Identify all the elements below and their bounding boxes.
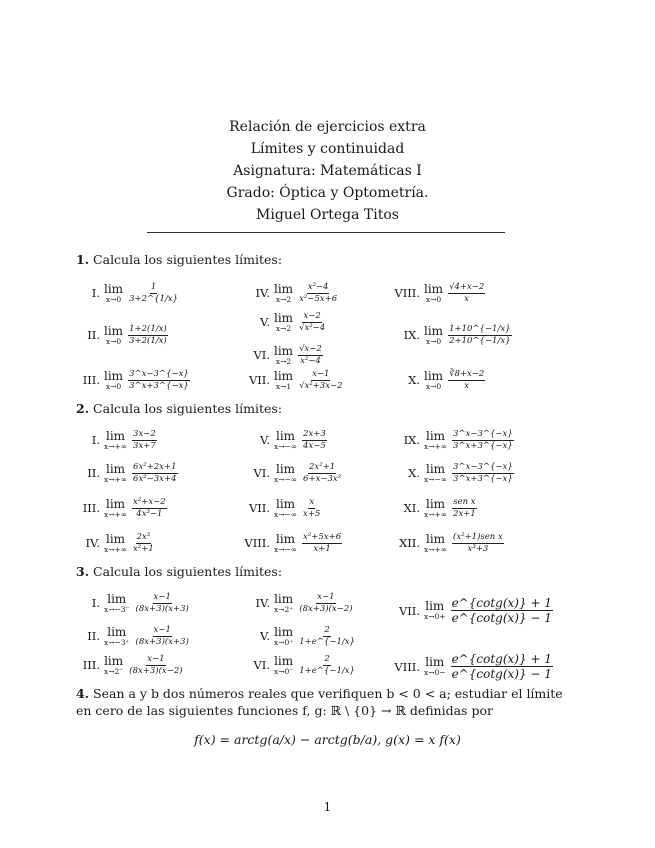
limit-s1-iii	[70, 370, 190, 391]
section-text: Calcula los siguientes límites:	[93, 252, 283, 267]
denominator: 3^x+3^{−x}	[129, 380, 189, 391]
fraction	[452, 463, 514, 483]
numerator: √4+x−2	[449, 282, 485, 293]
fraction	[302, 533, 342, 553]
limit-subscript: x→0⁺	[274, 638, 294, 647]
limit-s1-i	[70, 283, 179, 304]
numerator: 1+10^{−1/x}	[449, 324, 511, 335]
fraction	[298, 655, 356, 675]
limit-s1-viii	[390, 283, 485, 304]
limit-subscript: x→0	[105, 337, 122, 346]
denominator: 3+2^{1/x}	[129, 293, 179, 304]
numerator: x−1	[153, 592, 171, 603]
numerator: √x−2	[299, 344, 322, 355]
limit-s2-i	[70, 430, 157, 451]
limit-subscript: x→−∞	[274, 510, 298, 519]
item-numeral: XII.	[399, 536, 420, 551]
limit-operator	[104, 430, 127, 451]
numerator: 2	[324, 654, 330, 665]
denominator: 3+2(1/x)	[129, 335, 167, 346]
lim-word: lim	[107, 592, 127, 606]
denominator: x²+1	[133, 543, 154, 554]
item-numeral: V.	[260, 629, 270, 644]
limit-subscript: x→−∞	[274, 442, 298, 451]
lim-word: lim	[105, 462, 126, 476]
limit-subscript: x→+∞	[104, 475, 128, 484]
fraction	[135, 593, 190, 613]
fraction	[302, 430, 327, 450]
limit-subscript: x→0	[425, 295, 442, 304]
denominator: e^{cotg(x)} − 1	[451, 667, 552, 681]
limit-operator	[104, 655, 123, 676]
denominator: x³+3	[467, 543, 489, 554]
header-subject: Asignatura: Matemáticas I	[233, 163, 422, 179]
limit-operator	[274, 498, 297, 519]
denominator: (8x+3)(x+3)	[135, 636, 189, 647]
limit-operator	[274, 312, 293, 333]
limit-subscript: x→−3⁺	[104, 638, 130, 647]
numerator: 3^x−3^{−x}	[129, 369, 189, 380]
section-text: Sean a y b dos números reales que verifiquen b < 0 < a; estudiar el límite en cero de las siguientes funciones f, g: ℝ \ {0} → ℝ definidas por	[76, 686, 563, 718]
limit-operator	[424, 498, 447, 519]
numerator: x−1	[317, 592, 335, 603]
limit-s2-xi	[390, 498, 477, 519]
item-numeral: V.	[260, 433, 270, 448]
limit-operator	[424, 463, 447, 484]
limit-operator	[274, 533, 297, 554]
numerator: 3^x−3^{−x}	[453, 462, 513, 473]
limit-s3-i	[70, 593, 190, 614]
lim-word: lim	[275, 497, 296, 511]
header-rule	[147, 232, 505, 233]
item-numeral: VII.	[248, 373, 270, 388]
numerator: sen x	[453, 497, 476, 508]
item-numeral: II.	[87, 466, 100, 481]
header-title: Relación de ejercicios extra	[229, 119, 426, 135]
limit-subscript: x→+∞	[104, 442, 128, 451]
item-numeral: II.	[87, 629, 100, 644]
lim-word: lim	[274, 369, 294, 383]
limit-s3-iv	[240, 593, 354, 614]
limit-s3-ii	[70, 626, 190, 647]
numerator: 2x+3	[303, 429, 326, 440]
section-number: 3.	[76, 564, 90, 579]
lim-word: lim	[274, 311, 294, 325]
section-number: 2.	[76, 401, 90, 416]
lim-word: lim	[104, 369, 124, 383]
lim-word: lim	[425, 429, 446, 443]
lim-word: lim	[105, 497, 126, 511]
limit-s1-iv	[240, 283, 338, 304]
lim-word: lim	[425, 532, 446, 546]
section-text: Calcula los siguientes límites:	[93, 564, 283, 579]
limit-subscript: x→+∞	[424, 545, 448, 554]
denominator: 4x³−1	[136, 508, 163, 519]
limit-subscript: x→0	[105, 295, 122, 304]
item-numeral: IX.	[403, 433, 420, 448]
limit-subscript: x→2⁻	[104, 667, 124, 676]
limit-operator	[424, 600, 446, 621]
fraction	[451, 653, 553, 680]
item-numeral: VII.	[398, 603, 420, 618]
denominator: x	[464, 380, 470, 391]
fraction	[128, 283, 179, 303]
limit-subscript: x→+∞	[104, 510, 128, 519]
limit-subscript: x→0	[425, 337, 442, 346]
limit-s2-v	[240, 430, 327, 451]
limit-operator	[104, 626, 130, 647]
limit-operator	[424, 370, 443, 391]
denominator: 2x+1	[453, 508, 476, 519]
denominator: 3^x+3^{−x}	[453, 440, 513, 451]
lim-word: lim	[425, 655, 445, 670]
lim-word: lim	[424, 324, 444, 338]
limit-subscript: x→2	[275, 357, 292, 366]
item-numeral: V.	[260, 315, 270, 330]
limit-operator	[274, 593, 293, 614]
lim-word: lim	[275, 532, 296, 546]
denominator: 3x+7	[133, 440, 156, 451]
numerator: 2	[324, 625, 330, 636]
limit-operator	[274, 463, 297, 484]
item-numeral: I.	[91, 433, 100, 448]
numerator: 3x−2	[133, 429, 156, 440]
item-numeral: VIII.	[394, 286, 420, 301]
lim-word: lim	[275, 462, 296, 476]
denominator: e^{cotg(x)} − 1	[451, 611, 552, 625]
fraction	[298, 626, 356, 646]
limit-subscript: x→1	[275, 382, 292, 391]
limit-operator	[104, 325, 123, 346]
fraction	[302, 498, 321, 518]
limit-s2-viii	[240, 533, 342, 554]
denominator: 1+e^{−1/x}	[299, 665, 355, 676]
item-numeral: II.	[87, 328, 100, 343]
item-numeral: IV.	[255, 286, 270, 301]
denominator: 1+e^{−1/x}	[299, 636, 355, 647]
numerator: 2x³	[136, 532, 151, 543]
limit-operator	[104, 498, 127, 519]
lim-word: lim	[274, 625, 294, 639]
denominator: x²−4	[300, 355, 321, 366]
limit-s2-iii	[70, 498, 167, 519]
denominator: 3^x+3^{−x}	[453, 473, 513, 484]
lim-word: lim	[105, 532, 126, 546]
limit-operator	[274, 345, 293, 366]
denominator: 4x−5	[303, 440, 326, 451]
lim-word: lim	[425, 599, 445, 614]
denominator: x+5	[303, 508, 321, 519]
item-numeral: III.	[82, 373, 100, 388]
page-number: 1	[323, 800, 332, 814]
fraction	[452, 430, 514, 450]
lim-word: lim	[105, 429, 126, 443]
limit-subscript: x→0	[425, 382, 442, 391]
limit-s2-ii	[70, 463, 178, 484]
denominator: (8x+3)(x−2)	[129, 665, 183, 676]
limit-operator	[274, 626, 293, 647]
limit-subscript: x→0−	[424, 668, 446, 678]
numerator: 1+2(1/x)	[129, 324, 167, 335]
numerator: 1	[150, 282, 157, 293]
numerator: 6x²+2x+1	[133, 462, 177, 473]
fraction	[132, 498, 167, 518]
item-numeral: VIII.	[244, 536, 270, 551]
limit-subscript: x→−∞	[274, 545, 298, 554]
limit-subscript: x→+∞	[424, 510, 448, 519]
numerator: e^{cotg(x)} + 1	[451, 596, 552, 610]
limit-subscript: x→+∞	[104, 545, 128, 554]
limit-subscript: x→−∞	[274, 475, 298, 484]
denominator: x+1	[313, 543, 331, 554]
fraction	[298, 345, 323, 365]
fraction	[452, 498, 477, 518]
limit-operator	[104, 533, 127, 554]
lim-word: lim	[274, 344, 294, 358]
limit-s1-x	[390, 370, 485, 391]
header-author: Miguel Ortega Titos	[256, 207, 399, 223]
fraction	[298, 312, 326, 332]
limit-s1-v	[240, 312, 326, 333]
section-3-heading	[76, 564, 282, 579]
numerator: x−1	[147, 654, 165, 665]
limit-s3-iii	[70, 655, 184, 676]
item-numeral: VI.	[253, 466, 270, 481]
section-text: Calcula los siguientes límites:	[93, 401, 283, 416]
numerator: x²+5x+6	[303, 532, 342, 543]
limit-s1-ii	[70, 325, 168, 346]
limit-subscript: x→2	[275, 295, 292, 304]
limit-s2-x	[390, 463, 514, 484]
lim-word: lim	[104, 324, 124, 338]
fraction	[298, 593, 353, 613]
numerator: e^{cotg(x)} + 1	[451, 652, 552, 666]
section-number: 4.	[76, 686, 90, 701]
limit-subscript: x→2	[275, 324, 292, 333]
numerator: x	[309, 497, 315, 508]
numerator: x²−4	[307, 282, 329, 293]
limit-subscript: x→0	[105, 382, 122, 391]
limit-operator	[274, 430, 297, 451]
fraction	[448, 325, 511, 345]
numerator: (x²+1)sen x	[453, 532, 503, 543]
lim-word: lim	[107, 625, 127, 639]
lim-word: lim	[274, 592, 294, 606]
item-numeral: VII.	[248, 501, 270, 516]
item-numeral: III.	[82, 658, 100, 673]
fraction	[448, 370, 485, 390]
section-number: 1.	[76, 252, 90, 267]
item-numeral: IV.	[85, 536, 100, 551]
item-numeral: I.	[91, 596, 100, 611]
denominator: √x²−4	[299, 322, 326, 333]
numerator: x−1	[153, 625, 171, 636]
limit-s1-vii	[240, 370, 344, 391]
limit-operator	[424, 533, 447, 554]
limit-operator	[274, 370, 293, 391]
numerator: ∛8+x−2	[449, 369, 485, 380]
fraction	[128, 655, 183, 675]
item-numeral: IV.	[255, 596, 270, 611]
denominator: (8x+3)(x+3)	[135, 603, 189, 614]
limit-subscript: x→+∞	[424, 442, 448, 451]
fraction	[298, 283, 338, 303]
limit-operator	[424, 283, 443, 304]
fraction	[135, 626, 190, 646]
fraction	[128, 325, 168, 345]
limit-operator	[104, 593, 130, 614]
item-numeral: III.	[82, 501, 100, 516]
section-4-paragraph	[76, 685, 576, 719]
lim-word: lim	[425, 462, 446, 476]
lim-word: lim	[424, 282, 444, 296]
lim-word: lim	[424, 369, 444, 383]
limit-subscript: x→−∞	[424, 475, 448, 484]
item-numeral: VI.	[253, 658, 270, 673]
lim-word: lim	[275, 429, 296, 443]
limit-s2-ix	[390, 430, 514, 451]
item-numeral: I.	[91, 286, 100, 301]
denominator: √x²+3x−2	[299, 380, 343, 391]
limit-operator	[424, 656, 446, 677]
limit-s2-vii	[240, 498, 321, 519]
limit-operator	[424, 325, 443, 346]
limit-s3-viii	[390, 653, 553, 680]
fraction	[132, 463, 177, 483]
limit-s2-xii	[390, 533, 504, 554]
lim-word: lim	[425, 497, 446, 511]
denominator: 6x²−3x+4	[133, 473, 177, 484]
item-numeral: XI.	[403, 501, 420, 516]
item-numeral: X.	[408, 373, 420, 388]
limit-operator	[274, 283, 293, 304]
limit-operator	[104, 283, 123, 304]
limit-s2-iv	[70, 533, 155, 554]
limit-subscript: x→−3⁻	[104, 605, 130, 614]
limit-subscript: x→2⁺	[274, 605, 294, 614]
limit-operator	[424, 430, 447, 451]
header-degree: Grado: Óptica y Optometría.	[226, 185, 429, 201]
limit-s1-ix	[390, 325, 512, 346]
section-2-heading	[76, 401, 282, 416]
limit-s3-v	[240, 626, 356, 647]
limit-subscript: x→0⁻	[274, 667, 294, 676]
lim-word: lim	[104, 654, 124, 668]
denominator: 6+x−3x²	[303, 473, 342, 484]
numerator: x²+x−2	[133, 497, 166, 508]
lim-word: lim	[104, 282, 124, 296]
fraction	[132, 430, 157, 450]
fraction	[302, 463, 342, 483]
document-header	[0, 116, 655, 226]
fraction	[448, 283, 485, 303]
item-numeral: X.	[408, 466, 420, 481]
limit-s3-vii	[390, 597, 553, 624]
item-numeral: VIII.	[394, 659, 420, 674]
fraction	[451, 597, 553, 624]
fraction	[132, 533, 155, 553]
section-1-heading	[76, 252, 282, 267]
limit-operator	[104, 463, 127, 484]
denominator: x²−5x+6	[299, 293, 338, 304]
fraction	[298, 370, 343, 390]
limit-s2-vi	[240, 463, 342, 484]
numerator: x−1	[312, 369, 330, 380]
item-numeral: VI.	[253, 348, 270, 363]
limit-operator	[274, 655, 293, 676]
fraction	[452, 533, 504, 553]
fraction	[128, 370, 190, 390]
numerator: 2x²+1	[309, 462, 336, 473]
lim-word: lim	[274, 282, 294, 296]
limit-operator	[104, 370, 123, 391]
numerator: x−2	[303, 311, 321, 322]
denominator: x	[464, 293, 470, 304]
limit-s3-vi	[240, 655, 356, 676]
denominator: 2+10^{−1/x}	[449, 335, 511, 346]
lim-word: lim	[274, 654, 294, 668]
denominator: (8x+3)(x−2)	[299, 603, 353, 614]
numerator: 3^x−3^{−x}	[453, 429, 513, 440]
header-topic: Límites y continuidad	[250, 141, 405, 157]
item-numeral: IX.	[403, 328, 420, 343]
definition-formula: f(x) = arctg(a/x) − arctg(b/a), g(x) = x f(x)	[194, 732, 461, 747]
limit-s1-vi	[240, 345, 323, 366]
limit-subscript: x→0+	[424, 612, 446, 622]
